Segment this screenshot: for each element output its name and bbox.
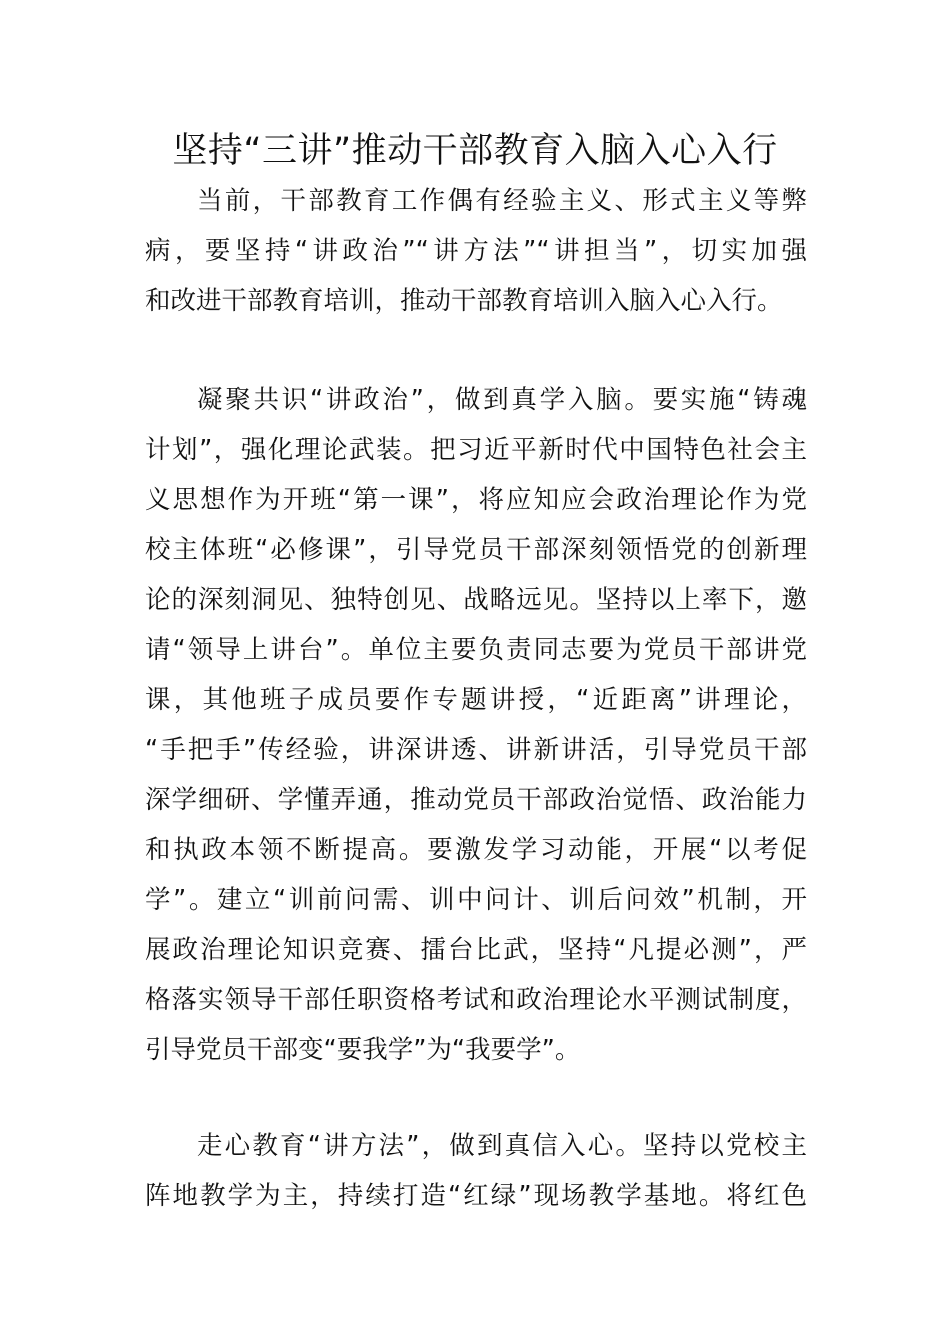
paragraph-line: 请“领导上讲台”。单位主要负责同志要为党员干部讲党 bbox=[145, 635, 807, 665]
paragraph-politics bbox=[145, 375, 807, 1075]
document-title: 坚持“三讲”推动干部教育入脑入心入行 bbox=[172, 131, 778, 171]
paragraph-line: 课，其他班子成员要作专题讲授，“近距离”讲理论， bbox=[145, 685, 807, 715]
paragraph-line: 和改进干部教育培训，推动干部教育培训入脑入心入行。 bbox=[145, 286, 783, 316]
paragraph-line: 深学细研、学懂弄通，推动党员干部政治觉悟、政治能力 bbox=[145, 785, 807, 815]
paragraph-line: 义思想作为开班“第一课”，将应知应会政治理论作为党 bbox=[145, 485, 807, 515]
paragraph-line: 和执政本领不断提高。要激发学习动能，开展“以考促 bbox=[145, 835, 807, 865]
paragraph-intro bbox=[145, 176, 807, 326]
paragraph-line: 展政治理论知识竞赛、擂台比武，坚持“凡提必测”，严 bbox=[145, 935, 807, 965]
paragraph-line: 学”。建立“训前问需、训中问计、训后问效”机制，开 bbox=[145, 885, 807, 915]
paragraph-line: 当前，干部教育工作偶有经验主义、形式主义等弊 bbox=[197, 186, 807, 216]
paragraph-line: “手把手”传经验，讲深讲透、讲新讲活，引导党员干部 bbox=[145, 735, 807, 765]
paragraph-line: 格落实领导干部任职资格考试和政治理论水平测试制度， bbox=[145, 985, 807, 1015]
paragraph-line: 病，要坚持“讲政治”“讲方法”“讲担当”，切实加强 bbox=[145, 236, 807, 266]
paragraph-line: 论的深刻洞见、独特创见、战略远见。坚持以上率下，邀 bbox=[145, 585, 807, 615]
paragraph-line: 校主体班“必修课”，引导党员干部深刻领悟党的创新理 bbox=[145, 535, 807, 565]
paragraph-line: 引导党员干部变“要我学”为“我要学”。 bbox=[145, 1035, 581, 1065]
paragraph-line: 阵地教学为主，持续打造“红绿”现场教学基地。将红色 bbox=[145, 1181, 807, 1211]
paragraph-line: 凝聚共识“讲政治”，做到真学入脑。要实施“铸魂 bbox=[197, 385, 807, 415]
paragraph-methods bbox=[145, 1121, 807, 1221]
paragraph-line: 计划”，强化理论武装。把习近平新时代中国特色社会主 bbox=[145, 435, 807, 465]
paragraph-line: 走心教育“讲方法”，做到真信入心。坚持以党校主 bbox=[197, 1131, 807, 1161]
